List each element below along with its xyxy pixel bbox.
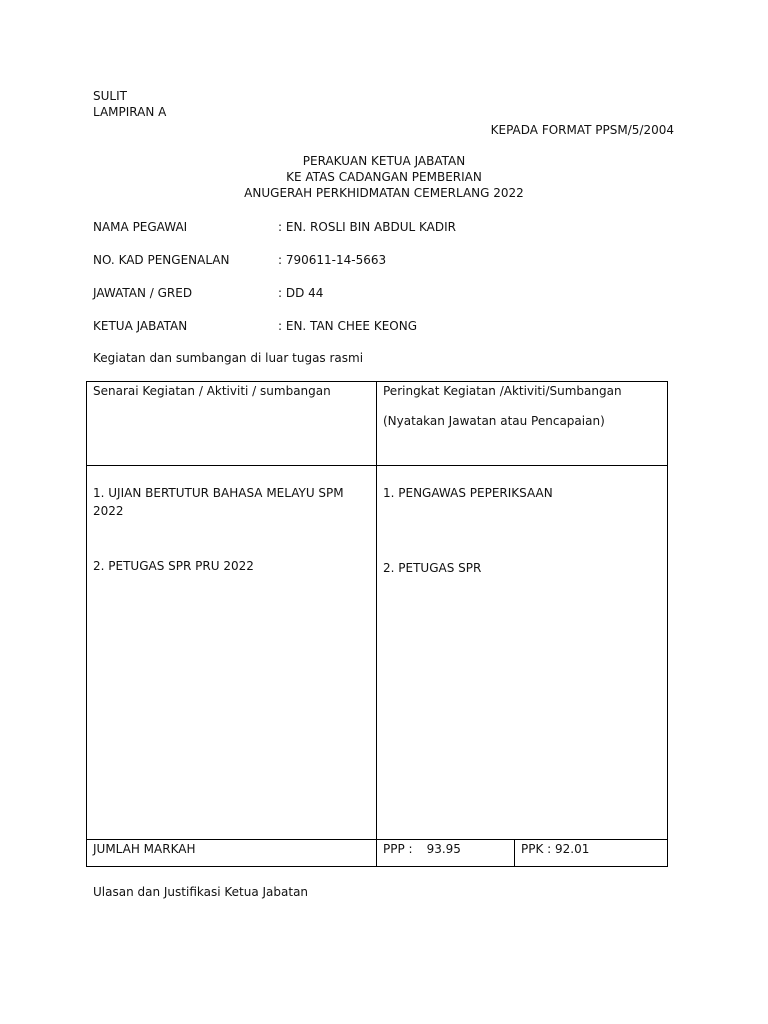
activity-item-1-line1: 1. UJIAN BERTUTUR BAHASA MELAYU SPM [93,486,344,500]
attachment-label: LAMPIRAN A [93,105,167,119]
role-item-2: 2. PETUGAS SPR [383,561,482,575]
field-label-name: NAMA PEGAWAI [93,220,188,234]
field-label-head: KETUA JABATAN [93,319,188,333]
col1-header: Senarai Kegiatan / Aktiviti / sumbangan [93,384,331,398]
role-list-cell [377,466,668,840]
ppp-label: PPP : [383,842,413,856]
activities-table [86,381,668,867]
document-title [0,153,768,201]
col2-header: Peringkat Kegiatan /Aktiviti/Sumbangan [383,384,622,398]
field-value-position: : DD 44 [278,286,324,300]
total-row [87,840,668,867]
ppp-score [377,840,515,866]
format-reference: KEPADA FORMAT PPSM/5/2004 [490,123,674,137]
field-value-head: : EN. TAN CHEE KEONG [278,319,417,333]
classification-label: SULIT [93,89,127,103]
activities-heading: Kegiatan dan sumbangan di luar tugas rasmi [93,351,364,365]
field-label-position: JAWATAN / GRED [93,286,193,300]
col2-subheader: (Nyatakan Jawatan atau Pencapaian) [383,414,605,428]
total-label-cell [87,840,377,867]
justification-heading: Ulasan dan Justifikasi Ketua Jabatan [93,885,309,899]
activity-list-cell [87,466,377,840]
score-split [377,840,667,866]
table-row [87,466,668,840]
title-line-3: ANUGERAH PERKHIDMATAN CEMERLANG 2022 [244,186,524,200]
activity-item-2: 2. PETUGAS SPR PRU 2022 [93,559,254,573]
field-value-ic: : 790611-14-5663 [278,253,387,267]
ppp-value: 93.95 [426,842,461,856]
ppk-score: PPK : 92.01 [521,842,590,856]
activity-item-1-line2: 2022 [93,504,124,518]
score-cell [377,840,668,867]
field-label-ic: NO. KAD PENGENALAN [93,253,230,267]
role-item-1: 1. PENGAWAS PEPERIKSAAN [383,486,553,500]
total-label: JUMLAH MARKAH [93,842,196,856]
title-line-1: PERAKUAN KETUA JABATAN [302,154,466,168]
header-cell-level [377,382,668,466]
title-line-2: KE ATAS CADANGAN PEMBERIAN [286,170,482,184]
table-header-row [87,382,668,466]
header-cell-activity [87,382,377,466]
field-value-name: : EN. ROSLI BIN ABDUL KADIR [278,220,456,234]
